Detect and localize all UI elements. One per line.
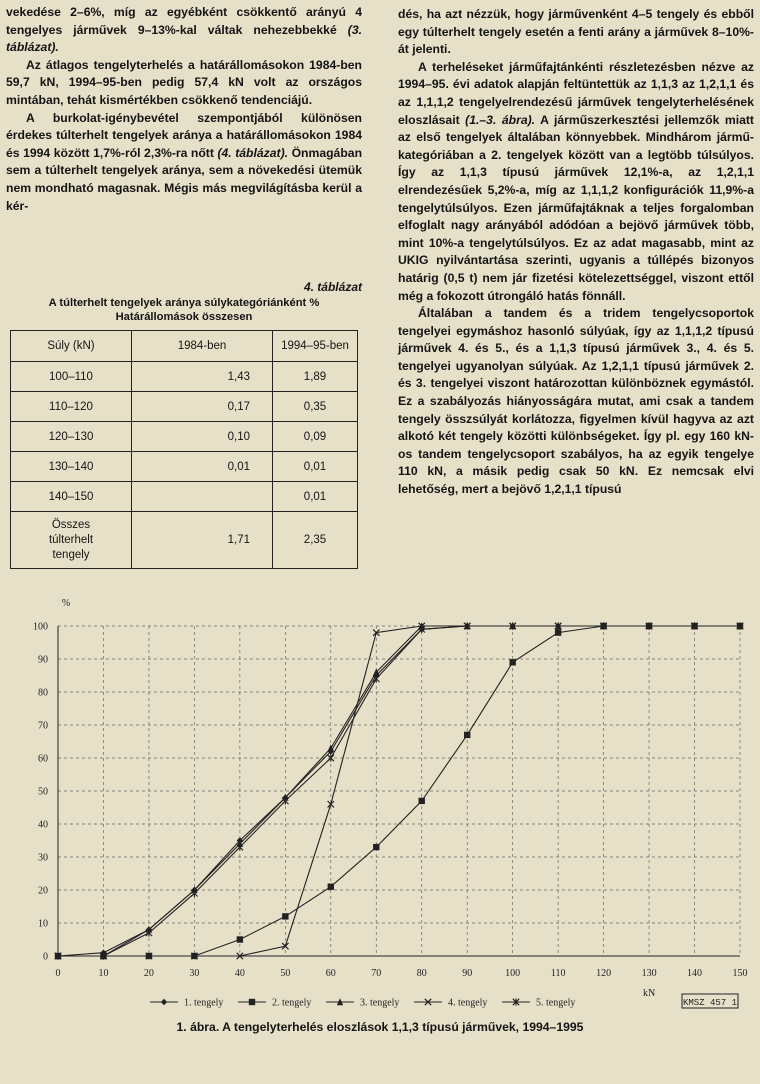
paragraph-1: vekedése 2–6%, míg az egyébként csökkentő arányú 4 tengelyes járművek 9–13%-kal váltak nehezebbekké (3. táblázat). [6,5,362,55]
paragraph-3: A burkolat-igénybevétel szempontjából különösen érdekes túlterhelt tengelyek aránya a határállomásokon 1984 és 1994 között 1,7%-ról 2,3%-ra nőtt (4. táblázat). Önmagában sem a túlterhelt tengelyek aránya, sem a növekedési ütemük nem mondható magasnak. Mégis más megvilágításba kerül a kér- [6,110,363,213]
table-row: 140–150 0,01 [11,482,358,512]
header-weight: Súly (kN) [11,331,132,362]
table-4 [6,280,362,569]
table-number: 4. táblázat [303,280,362,294]
paragraph-5: A terheléseket járműfajtánkénti részletezésben nézve az 1994–95. évi adatok alapján feltüntettük az 1,1,3 az 1,2,1,1 és az 1,1,1,2 tengelyelrendezésű járművek tengelyterhelésének eloszlásait (1.–3. ábra). A járműszerkesztési jellemzők miatt az első tengelyek általában könnyebbek. Mindhárom jármű-kategóriában a 2. tengelyek között van a legtöbb túlsúlyos. Így az 1,1,3 típusú járművek 12,1%-a, az 1,2,1,1 elrendezésűek 5,2%-a, míg az 1,1,1,2 konfigurációk 11,9%-a tengelytúlsúlyos. Ezen járműfajtáknak a teljes forgalomban elfoglalt nagy arányából adódóan a bejövő járművek több, mint 10%-a tengelytúlsúlyos. Ez az adat magasabb, mint az UKIG nyilvántartása szerinti, ugyanis a túllépés bizonyos határig (0,5 t) nem jár fizetési kötelezettséggel, viszont ettől még a fokozott útrongáló hatás fönnáll. [398,59,754,303]
x-tick-label: 90 [462,968,473,979]
data-point-series-5 [282,797,288,804]
x-tick-label: 70 [371,968,382,979]
x-tick-label: 140 [687,968,703,979]
legend-marker [161,999,167,1005]
y-tick-label: 90 [38,654,48,666]
table-row: 120–130 0,10 0,09 [11,422,358,452]
data-point-series-2 [509,659,515,665]
x-tick-label: 100 [505,968,521,979]
x-axis-label: kN [642,988,656,999]
data-point-series-5 [237,843,243,850]
y-tick-label: 20 [38,885,48,897]
data-point-series-5 [146,929,152,936]
header-1984: 1984-ben [132,331,273,362]
x-tick-label: 80 [416,968,427,979]
y-tick-label: 60 [38,753,48,765]
x-tick-label: 10 [98,968,109,979]
data-point-series-2 [282,913,288,919]
y-tick-label: 80 [38,687,48,699]
x-tick-label: 120 [596,968,612,979]
data-point-series-2 [464,732,470,738]
table-title: A túlterhelt tengelyek aránya súlykategóriánként % Határállomások összesen [48,297,320,323]
y-tick-label: 100 [33,621,48,633]
paragraph-2: Az átlagos tengelyterhelés a határállomásokon 1984-ben 59,7 kN, 1994–95-ben pedig 57,4 kN volt az országos mintában, tehát kismértékben csökkenő tendenciájú. [6,57,362,107]
figure-1 [0,588,760,1038]
y-tick-label: 40 [38,819,48,831]
legend-label-2: 2. tengely [272,997,312,1009]
data-point-series-2 [237,936,243,942]
legend-label-4: 4. tengely [448,997,488,1009]
x-tick-label: 0 [55,968,61,979]
legend-label-1: 1. tengely [184,997,224,1009]
x-tick-label: 130 [641,968,657,979]
x-tick-label: 150 [732,968,748,979]
x-tick-label: 30 [189,968,200,979]
data-point-series-2 [555,629,561,635]
table-reference: (4. táblázat). [217,145,289,160]
data-point-series-2 [419,798,425,804]
table-header-row [11,331,358,362]
y-tick-label: 30 [38,852,48,864]
left-text-column [6,4,362,215]
x-tick-label: 110 [550,968,566,979]
axle-load-chart [0,588,760,1020]
overload-table [10,330,358,569]
table-total-row: Összes túlterhelt tengely 1,71 2,35 [11,512,358,569]
table-row: 100–110 1,43 1,89 [11,362,358,392]
right-text-column [398,6,754,499]
legend-label-5: 5. tengely [536,997,576,1009]
legend-label-3: 3. tengely [360,997,400,1009]
y-tick-label: 70 [38,720,48,732]
data-point-series-5 [191,890,197,897]
legend-marker [249,999,255,1005]
x-tick-label: 60 [325,968,336,979]
table-row: 110–120 0,17 0,35 [11,392,358,422]
figure-caption: 1. ábra. A tengelyterhelés eloszlások 1,1,3 típusú járművek, 1994–1995 [176,1020,584,1034]
y-tick-label: 50 [38,786,48,798]
y-tick-label: 10 [38,918,48,930]
table-reference: (3. táblázat). [6,22,362,55]
x-tick-label: 20 [143,968,154,979]
stamp-code: KMSZ 457 1 [682,998,738,1008]
y-tick-label: 0 [43,951,48,963]
paragraph-6: Általában a tandem és a tridem tengelycsoportok tengelyei egymáshoz hasonló súlyúak, így az 1,1,1,2 típusú járművek 4. és 5., és a 1,1,3 típusú járművek 3., 4. és 5. tengelyei ugyanolyan súlyúak. Az 1,2,1,1 típusú járművek 2. és 3. tengelyei viszont határozottan különböznek egymástól. Ez a szabályozás hiányosságára mutat, ami csak a tandem tengely összsúlyát korlátozza, figyelmen kívül hagyva az azt alkotó két tengely közötti különbségeket. Így pl. egy 160 kN-os tandem tengelycsoport szabályos, ha az egyik tengelye 110 kN, a másik pedig csak 50 kN. Ez nemcsak elvi lehetőség, mert a bejövő 1,2,1,1 típusú [398,306,754,497]
data-point-series-2 [328,884,334,890]
x-tick-label: 50 [280,968,291,979]
data-point-series-2 [373,844,379,850]
y-axis-label: % [61,598,71,609]
header-1994-95: 1994–95-ben [273,331,358,362]
figure-reference: (1.–3. ábra). [465,112,536,127]
paragraph-4: dés, ha azt nézzük, hogy járművenként 4–5 tengely és ebből egy túlterhelt tengely esetén a fenti arány a járművek 8–10%-át jelenti. [398,7,754,57]
x-tick-label: 40 [234,968,245,979]
table-row: 130–140 0,01 0,01 [11,452,358,482]
